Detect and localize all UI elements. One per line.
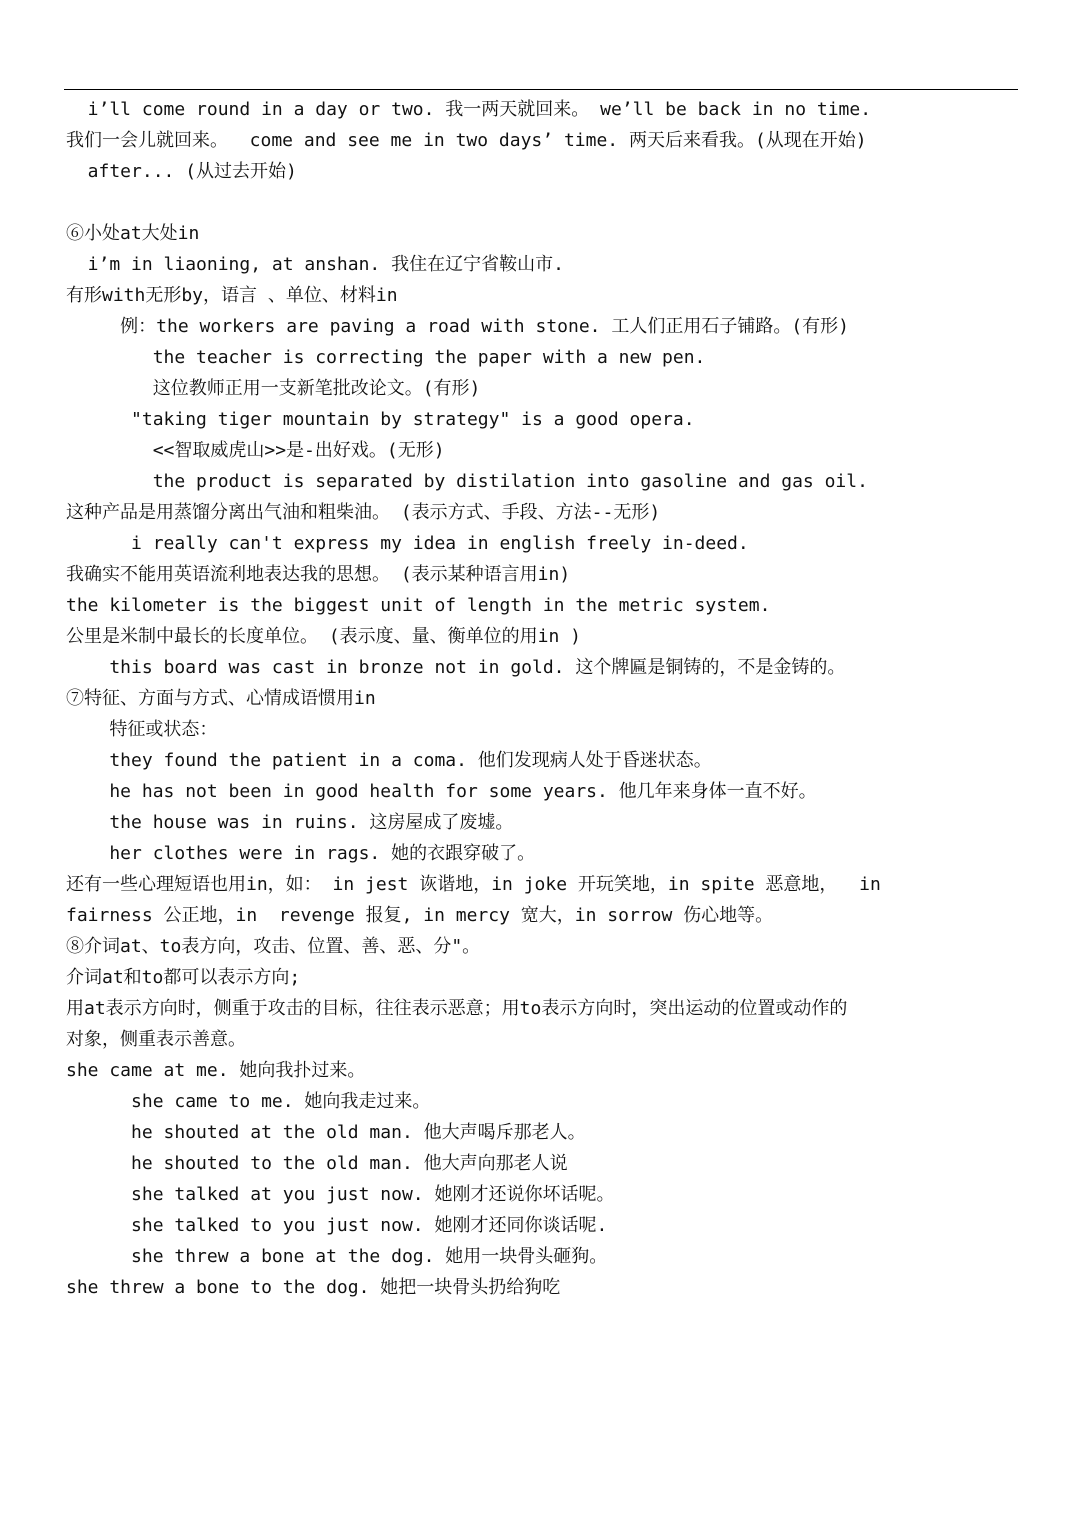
text-line: 对象，侧重表示善意。 bbox=[66, 1029, 246, 1050]
example-line: this board was cast in bronze not in gold. 这个牌匾是铜铸的，不是金铸的。 bbox=[66, 657, 846, 678]
example-line: 我确实不能用英语流利地表达我的思想。 (表示某种语言用in) bbox=[66, 564, 571, 585]
example-line: she talked to you just now. 她刚才还同你谈话呢. bbox=[66, 1215, 608, 1236]
example-line: he shouted to the old man. 他大声向那老人说 bbox=[66, 1153, 568, 1174]
example-line: 这种产品是用蒸馏分离出气油和粗柴油。 (表示方式、手段、方法--无形) bbox=[66, 502, 661, 523]
document-body bbox=[66, 94, 1016, 1303]
example-line: she came to me. 她向我走过来。 bbox=[66, 1091, 431, 1112]
example-line: she came at me. 她向我扑过来。 bbox=[66, 1060, 366, 1081]
example-line: 例：the workers are paving a road with stone. 工人们正用石子铺路。(有形) bbox=[66, 316, 850, 337]
section-heading: ⑧介词at、to表方向，攻击、位置、善、恶、分"。 bbox=[66, 936, 481, 957]
example-line: the teacher is correcting the paper with a new pen. bbox=[66, 347, 706, 368]
example-line: "taking tiger mountain by strategy" is a good opera. bbox=[66, 409, 695, 430]
example-line: he shouted at the old man. 他大声喝斥那老人。 bbox=[66, 1122, 586, 1143]
example-line: the kilometer is the biggest unit of length in the metric system. bbox=[66, 595, 771, 616]
text-line: i’m in liaoning, at anshan. 我住在辽宁省鞍山市. bbox=[66, 254, 564, 275]
section-heading: ⑦特征、方面与方式、心情成语惯用in bbox=[66, 688, 376, 709]
example-line: the product is separated by distilation into gasoline and gas oil. bbox=[66, 471, 868, 492]
example-line: her clothes were in rags. 她的衣跟穿破了。 bbox=[66, 843, 536, 864]
example-line: 这位教师正用一支新笔批改论文。(有形) bbox=[66, 378, 481, 399]
example-line: the house was in ruins. 这房屋成了废墟。 bbox=[66, 812, 514, 833]
example-line: she talked at you just now. 她刚才还说你坏话呢。 bbox=[66, 1184, 615, 1205]
example-line: they found the patient in a coma. 他们发现病人处于昏迷状态。 bbox=[66, 750, 712, 771]
text-line: 我们一会儿就回来。 come and see me in two days’ time. 两天后来看我。(从现在开始) bbox=[66, 130, 867, 151]
example-line: i really can't express my idea in english freely in-deed. bbox=[66, 533, 749, 554]
subheading: 有形with无形by，语言 、单位、材料in bbox=[66, 285, 398, 306]
header-rule bbox=[64, 89, 1018, 90]
text-line: fairness 公正地，in revenge 报复, in mercy 宽大，in sorrow 伤心地等。 bbox=[66, 905, 774, 926]
section-heading: ⑥小处at大处in bbox=[66, 223, 200, 244]
text-line: i’ll come round in a day or two. 我一两天就回来。 we’ll be back in no time. bbox=[66, 99, 872, 120]
example-line: he has not been in good health for some years. 他几年来身体一直不好。 bbox=[66, 781, 817, 802]
text-line: after... (从过去开始) bbox=[66, 161, 297, 182]
text-line: 用at表示方向时，侧重于攻击的目标，往往表示恶意；用to表示方向时，突出运动的位置或动作的 bbox=[66, 998, 848, 1019]
example-line: <<智取威虎山>>是-出好戏。(无形) bbox=[66, 440, 445, 461]
text-line: 还有一些心理短语也用in，如： in jest 诙谐地，in joke 开玩笑地，in spite 恶意地， in bbox=[66, 874, 881, 895]
example-line: she threw a bone to the dog. 她把一块骨头扔给狗吃 bbox=[66, 1277, 561, 1298]
example-line: 公里是米制中最长的长度单位。 (表示度、量、衡单位的用in ) bbox=[66, 626, 582, 647]
subheading: 特征或状态： bbox=[66, 719, 218, 740]
text-line: 介词at和to都可以表示方向; bbox=[66, 967, 301, 988]
example-line: she threw a bone at the dog. 她用一块骨头砸狗。 bbox=[66, 1246, 608, 1267]
blank-line bbox=[66, 187, 1016, 218]
